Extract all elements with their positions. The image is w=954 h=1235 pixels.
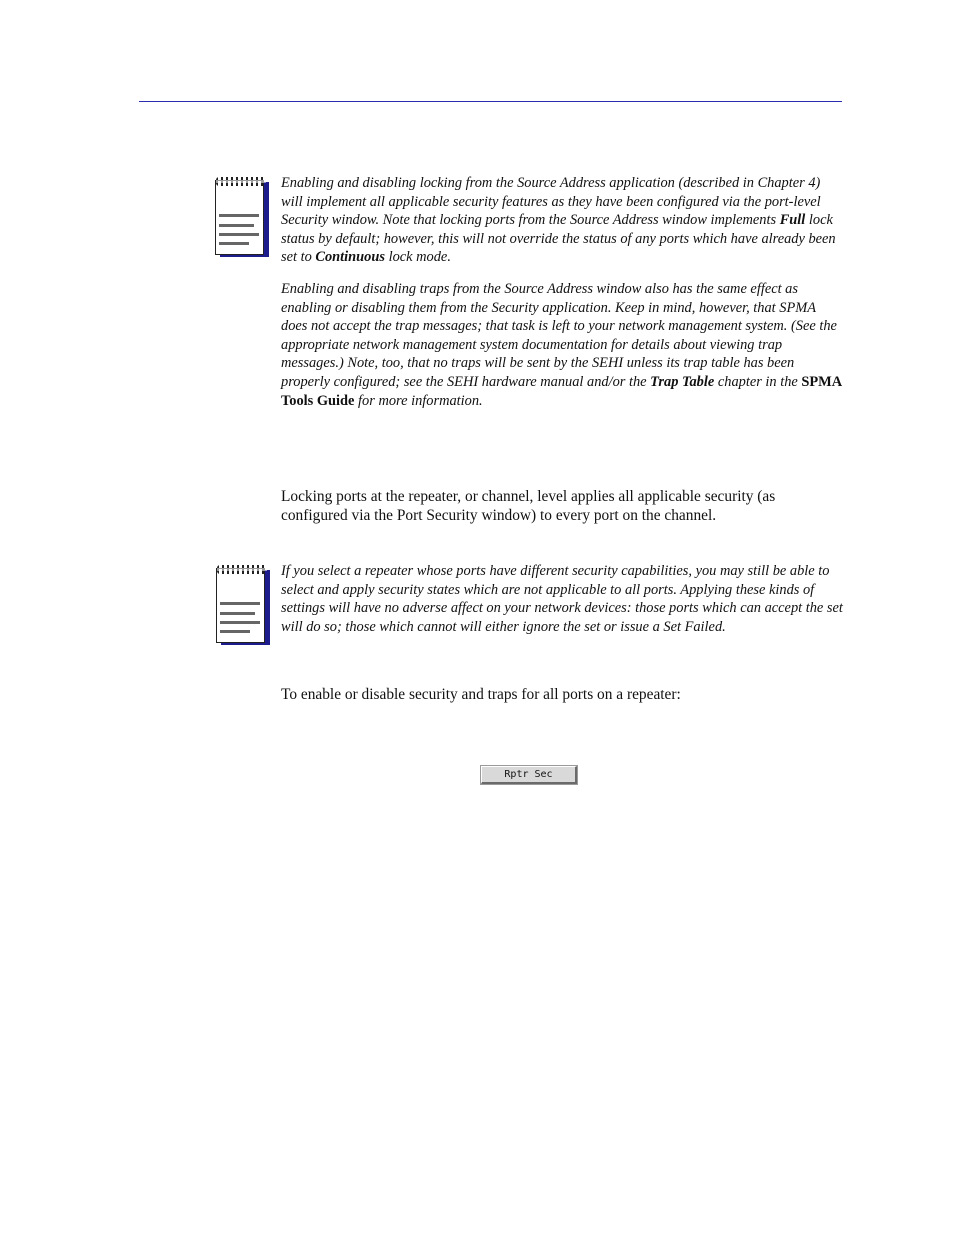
- note-icon: [215, 177, 271, 259]
- rptr-sec-button[interactable]: Rptr Sec: [481, 766, 577, 784]
- note-paragraph: Enabling and disabling traps from the Source Address window also has the same effect as enabling or disabling them from the Security application. Keep in mind, however, that SPMA does not accept the trap messages; that task is left to your network management system. (See the appropriate network management system documentation for details about viewing trap messages.) Note, too, that no traps will be sent by the SEHI unless its trap table has been properly configured; see the SEHI hardware manual and/or the Trap Table chapter in the SPMA Tools Guide for more information.: [281, 281, 842, 409]
- note-paragraph: If you select a repeater whose ports have different security capabilities, you may still be able to select and apply security states which are not applicable to all ports. Applying these kinds of settings will have no adverse affect on your network devices: those ports which can accept the set will do so; those which cannot will either ignore the set or issue a Set Failed.: [281, 563, 843, 635]
- body-paragraph: To enable or disable security and traps for all ports on a repeater:: [281, 686, 681, 703]
- body-paragraph: Locking ports at the repeater, or channel, level applies all applicable security (as configured via the Port Security window) to every port on the channel.: [281, 488, 776, 525]
- note-paragraph: Enabling and disabling locking from the Source Address application (described in Chapter 4) will implement all applicable security features as they have been configured via the port-level Security window. Note that locking ports from the Source Address window implements Full lock status by default; however, this will not override the status of any ports which have already been set to Continuous lock mode.: [281, 175, 836, 266]
- header-rule: [139, 101, 842, 102]
- note-icon: [216, 565, 272, 647]
